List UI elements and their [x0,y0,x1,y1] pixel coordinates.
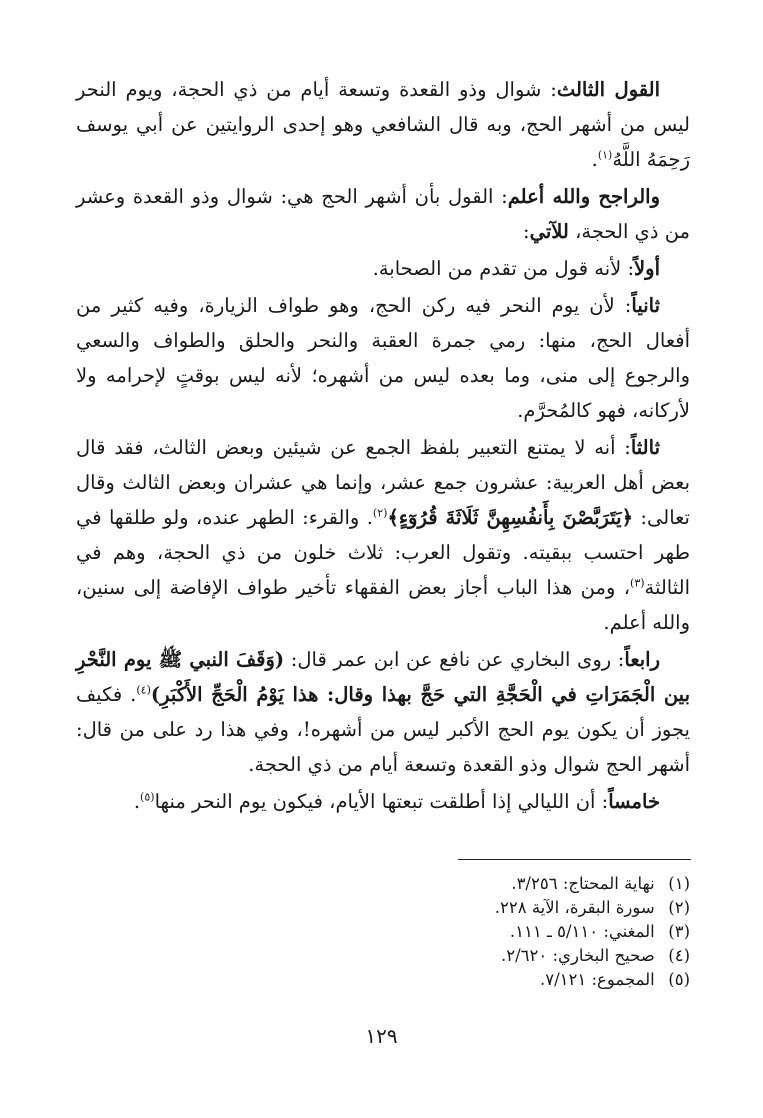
footnote-item [300,896,690,920]
paragraph-second [76,288,690,428]
heading-second: ثانياً [631,294,660,317]
heading-first: أولاً [634,257,660,280]
footnote-item [300,920,690,944]
paragraph-text: : روى البخاري عن نافع عن ابن عمر قال: [284,648,625,671]
heading-fifth: خامساً [608,790,660,813]
footnote-text: نهاية المحتاج: ٣/٢٥٦. [511,874,655,893]
paragraph-third-opinion [76,72,690,177]
paragraph-fifth [76,784,690,819]
paragraph-text: : شوال وذو القعدة وتسعة أيام من ذي الحجة، ويوم النحر ليس من أشهر الحج، وبه قال الشافعي وهو إحدى الروايتين عن أبي يوسف رَحِمَهُ اللَّهُ [76,78,690,171]
paragraph-fourth [76,642,690,782]
footnote-divider [458,859,691,860]
footnote-text: المغني: ٥/١١٠ ـ ١١١. [509,922,655,941]
footnote-ref-4: (٤) [136,683,151,697]
bold-phrase: للآتي [529,220,569,243]
heading-preferred: والراجح والله أعلم [507,185,660,208]
footnote-text: صحيح البخاري: ٢/٦٢٠. [500,946,655,965]
paragraph-first [76,251,690,286]
paragraph-preferred [76,179,690,249]
hadith-quote: (وَقَفَ النبي ﷺ يوم النَّحْرِ بين الْجَمَرَاتِ في الْحَجَّةِ التي حَجَّ بهذا وقال: هذا يَوْمُ الْحَجِّ الأَكْبَرِ) [76,648,690,706]
paragraph-text: : القول بأن أشهر الحج هي: شوال وذو القعدة وعشر من ذي الحجة، [76,185,690,243]
heading-third: ثالثاً [630,436,660,459]
footnote-ref-5: (٥) [140,790,155,804]
paragraph-text: : لأنه قول من تقدم من الصحابة. [372,257,635,280]
heading-fourth: رابعاً [624,648,660,671]
footnotes [300,872,690,992]
paragraph-text: : أن الليالي إذا أطلقت تبعتها الأيام، فيكون يوم النحر منها [154,790,609,813]
footnote-number: (٢) [668,898,690,917]
main-text [76,72,690,821]
footnote-number: (٣) [668,922,690,941]
footnote-item [300,872,690,896]
paragraph-text: : لأن يوم النحر فيه ركن الحج، وهو طواف الزيارة، وفيه كثير من أفعال الحج، منها: رمي جمرة العقبة والنحر والحلق والطواف والسعي والرجوع إلى منى، وما بعده ليس من أشهره؛ لأنه ليس بوقتٍ لإحرامه ولا لأركانه، فهو كالمُحرَّم. [76,294,690,422]
page-number: ١٢٩ [365,1024,398,1048]
footnote-item [300,944,690,968]
punctuation: . [133,790,141,813]
heading-third-opinion: القول الثالث [556,78,660,101]
footnote-text: سورة البقرة، الآية ٢٢٨. [494,898,655,917]
footnote-number: (١) [668,874,690,893]
paragraph-third [76,430,690,640]
footnote-text: المجموع: ٧/١٢١. [539,970,655,989]
paragraph-text: ، ومن هذا الباب أجاز بعض الفقهاء تأخير طواف الإفاضة إلى سنين، والله أعلم. [76,576,690,634]
footnote-number: (٤) [668,946,690,965]
paragraph-text: : أنه لا يمتنع التعبير بلفظ الجمع عن شيئين وبعض الثالث، فقد قال بعض أهل العربية: عشرون جمع عشر، وإنما هي عشران وبعض الثالث وقال تعالى: [76,436,690,529]
punctuation: : [523,220,530,243]
footnote-ref-3: (٣) [630,576,645,590]
footnote-ref-2: (٢) [372,506,388,520]
footnote-number: (٥) [668,970,690,989]
quran-verse: ﴿يَتَرَبَّصْنَ بِأَنفُسِهِنَّ ثَلَاثَةَ قُرُوٓءٍ﴾ [387,506,634,529]
paragraph-text: . والقرء: الطهر عنده، ولو طلقها في طهر احتسب ببقيته. وتقول العرب: ثلاث خلون من ذي الحجة، وهم في الثالثة [76,506,690,599]
punctuation: . [591,148,598,171]
paragraph-text: . فكيف يجوز أن يكون يوم الحج الأكبر ليس من أشهره!، وفي هذا رد على من قال: أشهر الحج شوال وذو القعدة وتسعة أيام من ذي الحجة. [76,683,690,776]
footnote-item [300,968,690,992]
footnote-ref-1: (١) [597,148,613,162]
